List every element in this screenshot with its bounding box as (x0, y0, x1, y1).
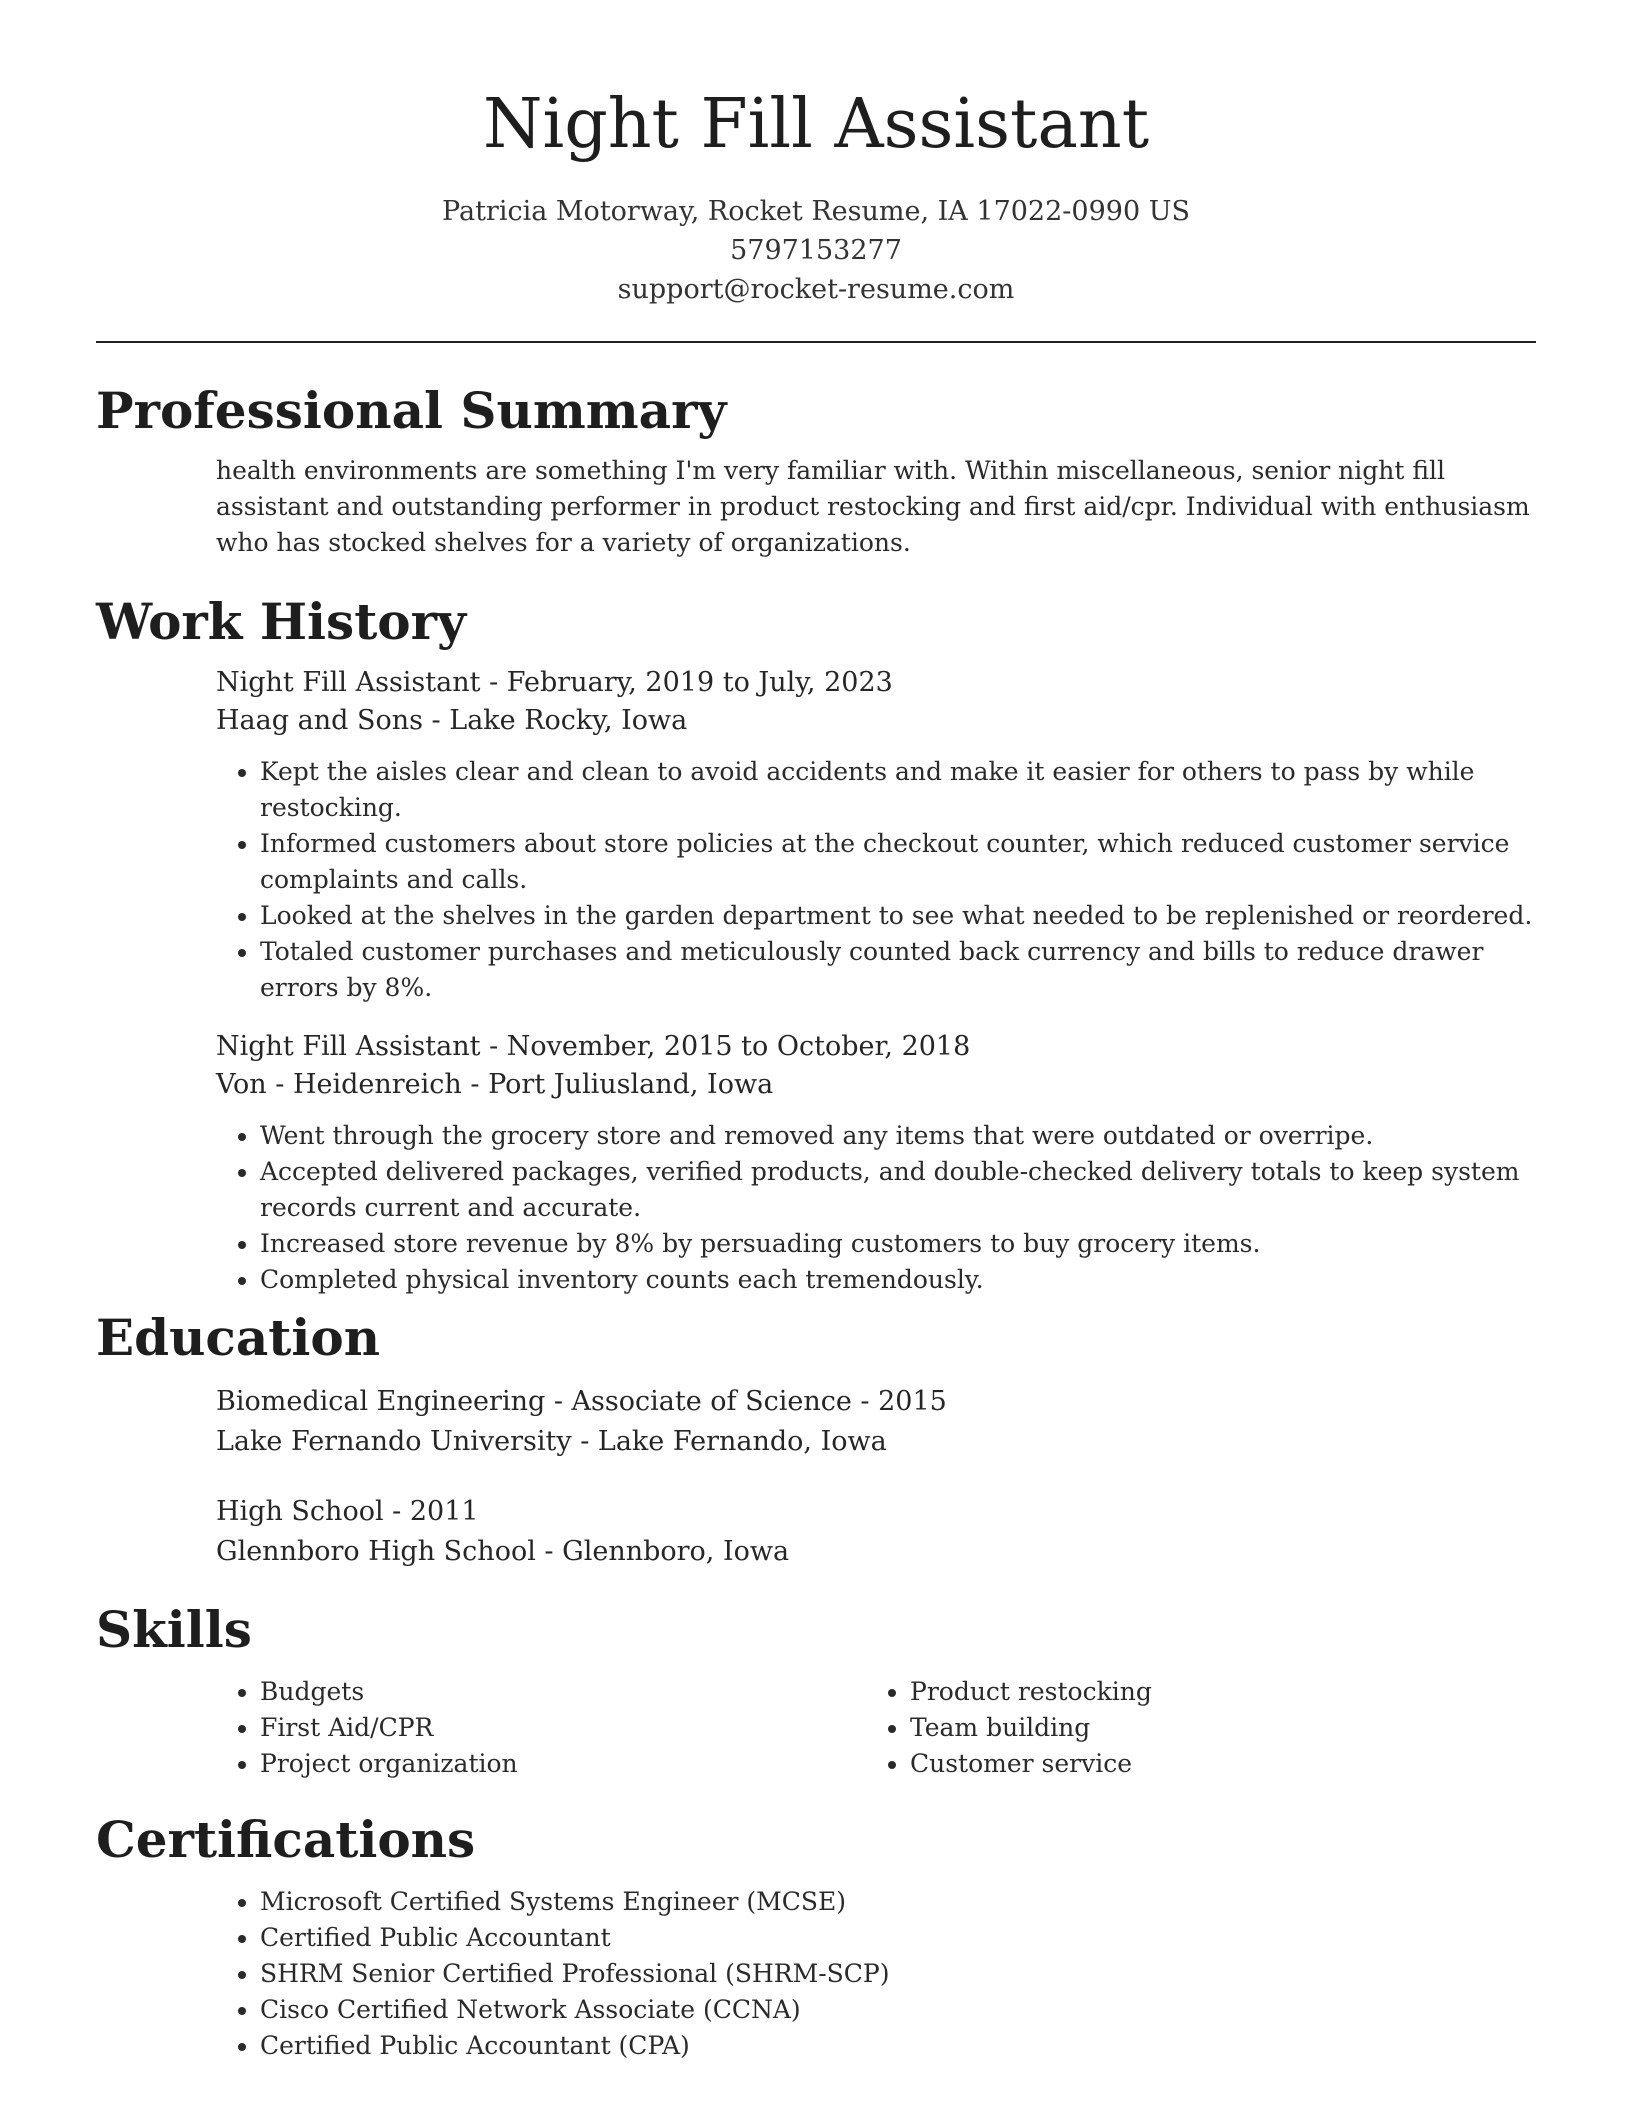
list-item: • Looked at the shelves in the garden department to see what needed to be replenished or reordered. (260, 898, 1550, 934)
list-item: • Went through the grocery store and removed any items that were outdated or overripe. (260, 1118, 1550, 1154)
education-degree: Biomedical Engineering - Associate of Science - 2015 (216, 1386, 947, 1417)
list-item: • Budgets (260, 1674, 866, 1710)
job-role: Night Fill Assistant (216, 1031, 481, 1062)
email-line: support@rocket-resume.com (617, 274, 1015, 305)
list-item: • Informed customers about store policies at the checkout counter, which reduced customer service complaints and calls. (260, 826, 1550, 898)
education-entry (216, 1492, 1536, 1572)
summary-heading: Professional Summary (96, 381, 727, 440)
job-company: Haag and Sons (216, 705, 423, 736)
summary-section (96, 381, 1536, 561)
list-item: • Project organization (260, 1746, 866, 1782)
skills-section (96, 1600, 1536, 1782)
list-item: • First Aid/CPR (260, 1710, 866, 1746)
certifications-body (216, 1884, 1536, 2064)
list-item: • Certified Public Accountant (CPA) (260, 2028, 1536, 2064)
job-bullets (216, 754, 1550, 1006)
list-item: • Accepted delivered packages, verified products, and double-checked delivery totals to keep system records current and accurate. (260, 1154, 1550, 1226)
job-entry (216, 1028, 1536, 1298)
education-location: Glennboro, Iowa (562, 1536, 790, 1567)
certifications-list (216, 1884, 1536, 2064)
list-item: • Certified Public Accountant (260, 1920, 1536, 1956)
contact-block (0, 192, 1632, 309)
list-item: • Microsoft Certified Systems Engineer (MCSE) (260, 1884, 1536, 1920)
address-line: Patricia Motorway, Rocket Resume, IA 17022-0990 US (442, 196, 1190, 227)
education-school: Glennboro High School (216, 1536, 536, 1567)
job-company-line: Von - Heidenreich - Port Juliusland, Iowa (216, 1069, 774, 1100)
skills-grid (216, 1674, 1536, 1782)
list-item: • Cisco Certified Network Associate (CCNA) (260, 1992, 1536, 2028)
job-location: Port Juliusland, Iowa (488, 1069, 774, 1100)
skills-heading: Skills (96, 1600, 252, 1659)
header-divider (96, 341, 1536, 343)
job-role: Night Fill Assistant (216, 667, 481, 698)
education-degree: High School - 2011 (216, 1496, 479, 1527)
job-title-line: Night Fill Assistant - February, 2019 to July, 2023 (216, 667, 893, 698)
list-item: • Product restocking (910, 1674, 1516, 1710)
education-location: Lake Fernando, Iowa (597, 1426, 887, 1457)
education-school: Lake Fernando University (216, 1426, 572, 1457)
phone-line: 5797153277 (730, 235, 902, 266)
job-location: Lake Rocky, Iowa (449, 705, 688, 736)
list-item: • Totaled customer purchases and meticulously counted back currency and bills to reduce drawer errors by 8%. (260, 934, 1550, 1006)
education-section (96, 1308, 1536, 1572)
skills-list-left (216, 1674, 866, 1782)
education-heading: Education (96, 1308, 381, 1367)
skills-list-right (866, 1674, 1516, 1782)
education-school-line: Lake Fernando University - Lake Fernando, Iowa (216, 1426, 887, 1457)
job-company: Von - Heidenreich (216, 1069, 462, 1100)
list-item: • Team building (910, 1710, 1516, 1746)
job-bullets (216, 1118, 1550, 1298)
certifications-section (96, 1810, 1536, 2064)
education-school-line: Glennboro High School - Glennboro, Iowa (216, 1536, 790, 1567)
work-history-heading: Work History (96, 592, 467, 651)
list-item: • Completed physical inventory counts each tremendously. (260, 1262, 1550, 1298)
list-item: • Increased store revenue by 8% by persuading customers to buy grocery items. (260, 1226, 1550, 1262)
resume-title: Night Fill Assistant (482, 85, 1150, 164)
list-item: • Kept the aisles clear and clean to avoid accidents and make it easier for others to pass by while restocking. (260, 754, 1550, 826)
summary-text: health environments are something I'm very familiar with. Within miscellaneous, senior night fill assistant and outstanding performer in product restocking and first aid/cpr. Individual with enthusiasm who has stocked shelves for a variety of organizations. (216, 456, 1530, 557)
certifications-heading: Certifications (96, 1810, 476, 1869)
job-dates: November, 2015 to October, 2018 (506, 1031, 971, 1062)
job-company-line: Haag and Sons - Lake Rocky, Iowa (216, 705, 688, 736)
education-entry (216, 1382, 1536, 1462)
job-entry (216, 664, 1536, 1006)
job-dates: February, 2019 to July, 2023 (506, 667, 893, 698)
list-item: • SHRM Senior Certified Professional (SHRM-SCP) (260, 1956, 1536, 1992)
job-title-line: Night Fill Assistant - November, 2015 to October, 2018 (216, 1031, 971, 1062)
list-item: • Customer service (910, 1746, 1516, 1782)
work-history-section (96, 592, 1536, 1298)
